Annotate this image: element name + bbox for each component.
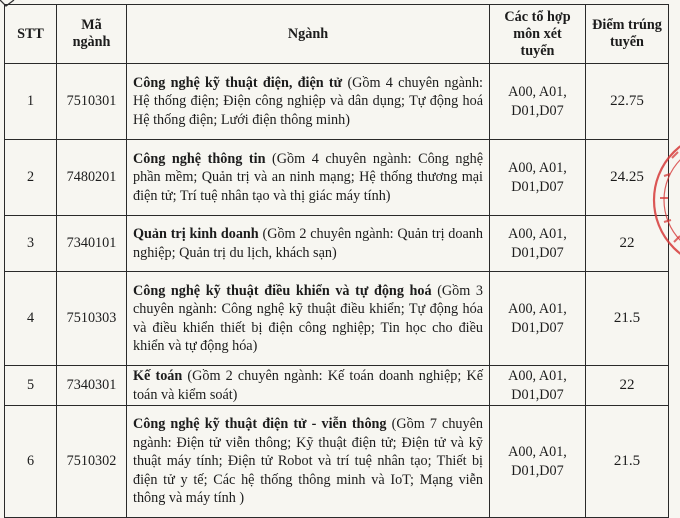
major-name: Công nghệ kỹ thuật điện, điện tử (133, 74, 343, 91)
row-major (127, 366, 490, 406)
combo-line-2: D01,D07 (511, 462, 564, 479)
row-stt: 1 (5, 64, 57, 140)
table-row (5, 140, 669, 216)
combo-line-1: A00, A01, (508, 444, 567, 460)
table-row (5, 272, 669, 366)
row-score: 22.75 (586, 64, 669, 140)
major-name: Quản trị kinh doanh (133, 226, 259, 242)
row-code: 7480201 (57, 140, 127, 216)
row-stt: 6 (5, 406, 57, 518)
row-stt: 4 (5, 272, 57, 366)
row-stt: 2 (5, 140, 57, 216)
header-major: Ngành (127, 5, 490, 64)
header-code: Mã ngành (57, 5, 127, 64)
row-combos (490, 272, 586, 366)
major-name: Công nghệ thông tin (133, 150, 266, 167)
official-seal-icon (642, 128, 680, 278)
major-detail: (Gồm 7 chuyên ngành: Điện tử viễn thông; Kỹ thuật điện tử; Điện tử và kỹ thuật máy tính; Điện tử Robot và trí tuệ nhân tạo; Thiết bị điện tử y tế; Các hệ thống thông minh và IoT; Mạng viễn thông và máy tính ) (133, 416, 484, 507)
major-detail: (Gồm 4 chuyên ngành: Hệ thống điện; Điện công nghiệp và dân dụng; Tự động hoá Hệ thống điện; Lưới điện thông minh) (133, 74, 483, 128)
major-name: Kế toán (133, 368, 183, 384)
row-stt: 3 (5, 216, 57, 272)
row-score: 21.5 (586, 272, 669, 366)
row-combos (490, 216, 586, 272)
row-major (127, 272, 490, 366)
table-header-row (5, 5, 669, 64)
admission-scores-table (4, 4, 669, 518)
combo-line-2: D01,D07 (511, 244, 564, 261)
header-combos: Các tổ hợp môn xét tuyển (490, 5, 586, 64)
row-code: 7340101 (57, 216, 127, 272)
table-row (5, 216, 669, 272)
header-stt: STT (5, 5, 57, 64)
row-major (127, 216, 490, 272)
combo-line-2: D01,D07 (511, 102, 564, 119)
row-score: 24.25 (586, 140, 669, 216)
major-name: Công nghệ kỹ thuật điện tử - viễn thông (133, 416, 387, 433)
row-major (127, 140, 490, 216)
major-detail: (Gồm 2 chuyên ngành: Quản trị doanh nghiệp; Quản trị du lịch, khách sạn) (133, 226, 483, 261)
table-row (5, 366, 669, 406)
row-score: 22 (586, 216, 669, 272)
row-combos (490, 406, 586, 518)
row-code: 7510302 (57, 406, 127, 518)
row-combos (490, 366, 586, 406)
combo-line-2: D01,D07 (511, 319, 564, 336)
row-score: 21.5 (586, 406, 669, 518)
row-major (127, 406, 490, 518)
major-detail: (Gồm 2 chuyên ngành: Kế toán doanh nghiệp; Kế toán và kiểm soát) (133, 368, 483, 403)
major-detail: (Gồm 4 chuyên ngành: Công nghệ phần mềm; Quản trị và an ninh mạng; Hệ thống thương mại điện tử; Trí tuệ nhân tạo và thị giác máy tính) (133, 150, 483, 204)
row-score: 22 (586, 366, 669, 406)
row-combos (490, 64, 586, 140)
row-code: 7510301 (57, 64, 127, 140)
combo-line-1: A00, A01, (508, 84, 567, 100)
major-name: Công nghệ kỹ thuật điều khiển và tự động hoá (133, 282, 432, 299)
header-score: Điểm trúng tuyển (586, 5, 669, 64)
table-row (5, 64, 669, 140)
combo-line-1: A00, A01, (508, 226, 567, 242)
major-detail: (Gồm 3 chuyên ngành: Công nghệ kỹ thuật điều khiển; Tự động hóa và điều khiển thiết bị điện công nghiệp; Tin học cho điều khiển và tự động hóa) (133, 282, 483, 354)
row-major (127, 64, 490, 140)
combo-line-1: A00, A01, (508, 368, 567, 384)
combo-line-2: D01,D07 (511, 386, 564, 403)
combo-line-1: A00, A01, (508, 301, 567, 317)
row-code: 7340301 (57, 366, 127, 406)
combo-line-2: D01,D07 (511, 178, 564, 195)
table-row (5, 406, 669, 518)
row-combos (490, 140, 586, 216)
row-stt: 5 (5, 366, 57, 406)
combo-line-1: A00, A01, (508, 160, 567, 176)
row-code: 7510303 (57, 272, 127, 366)
